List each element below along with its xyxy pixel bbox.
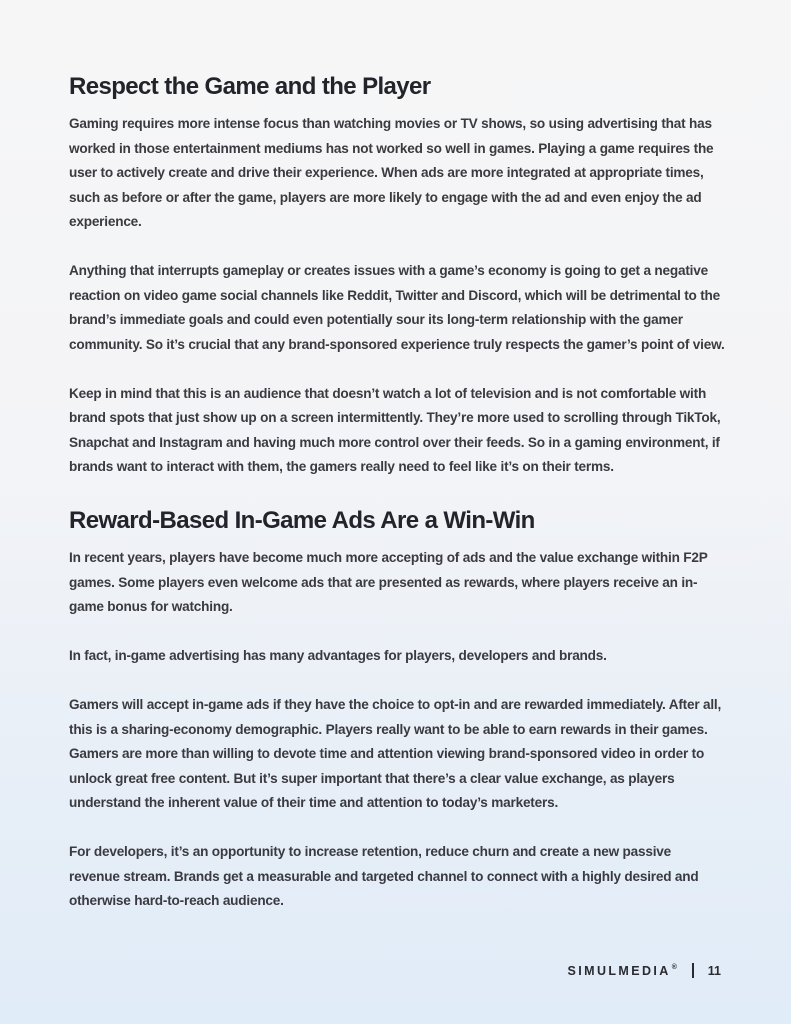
body-paragraph: In fact, in-game advertising has many advantages for players, developers and brands. [69,648,607,663]
body-paragraph: Keep in mind that this is an audience that doesn’t watch a lot of television and is not comfortable with brand spots that just show up on a screen intermittently. They’re more used to scrolling through TikTok, Snapchat and Instagram and having much more control over their feeds. So in a gaming environment, if brands want to interact with them, the gamers really need to feel like it’s on their terms. [69,385,721,474]
page-footer [568,963,721,978]
section-reward-based-ads [69,504,725,914]
section-heading: Respect the Game and the Player [69,73,431,100]
registered-mark: ® [671,964,680,972]
footer-divider [692,963,694,978]
page-content [69,70,725,914]
body-paragraph: Gamers will accept in-game ads if they have the choice to opt-in and are rewarded immediately. After all, this is a sharing-economy demographic. Players really want to be able to earn rewards in their games. Gamers are more than willing to devote time and attention viewing brand-sponsored video in order to unlock great free content. But it’s super important that there’s a clear value exchange, as players understand the inherent value of their time and attention to today’s marketers. [69,697,722,810]
section-respect-the-game [69,70,725,480]
section-heading: Reward-Based In-Game Ads Are a Win-Win [69,507,535,534]
body-paragraph: In recent years, players have become much more accepting of ads and the value exchange within F2P games. Some players even welcome ads that are presented as rewards, where players receive an in-game bonus for watching. [69,550,708,614]
page-number: 11 [707,963,721,978]
brand-logo [568,964,680,978]
body-paragraph: Anything that interrupts gameplay or creates issues with a game’s economy is going to get a negative reaction on video game social channels like Reddit, Twitter and Discord, which will be detrimental to the brand’s immediate goals and could even potentially sour its long-term relationship with the gamer community. So it’s crucial that any brand-sponsored experience truly respects the gamer’s point of view. [69,263,725,352]
brand-name: SIMULMEDIA [567,963,671,978]
body-paragraph: Gaming requires more intense focus than watching movies or TV shows, so using advertising that has worked in those entertainment mediums has not worked so well in games. Playing a game requires the user to actively create and drive their experience. When ads are more integrated at appropriate times, such as before or after the game, players are more likely to engage with the ad and even enjoy the ad experience. [69,116,714,229]
body-paragraph: For developers, it’s an opportunity to increase retention, reduce churn and create a new passive revenue stream. Brands get a measurable and targeted channel to connect with a highly desired and otherwise hard-to-reach audience. [69,844,699,908]
